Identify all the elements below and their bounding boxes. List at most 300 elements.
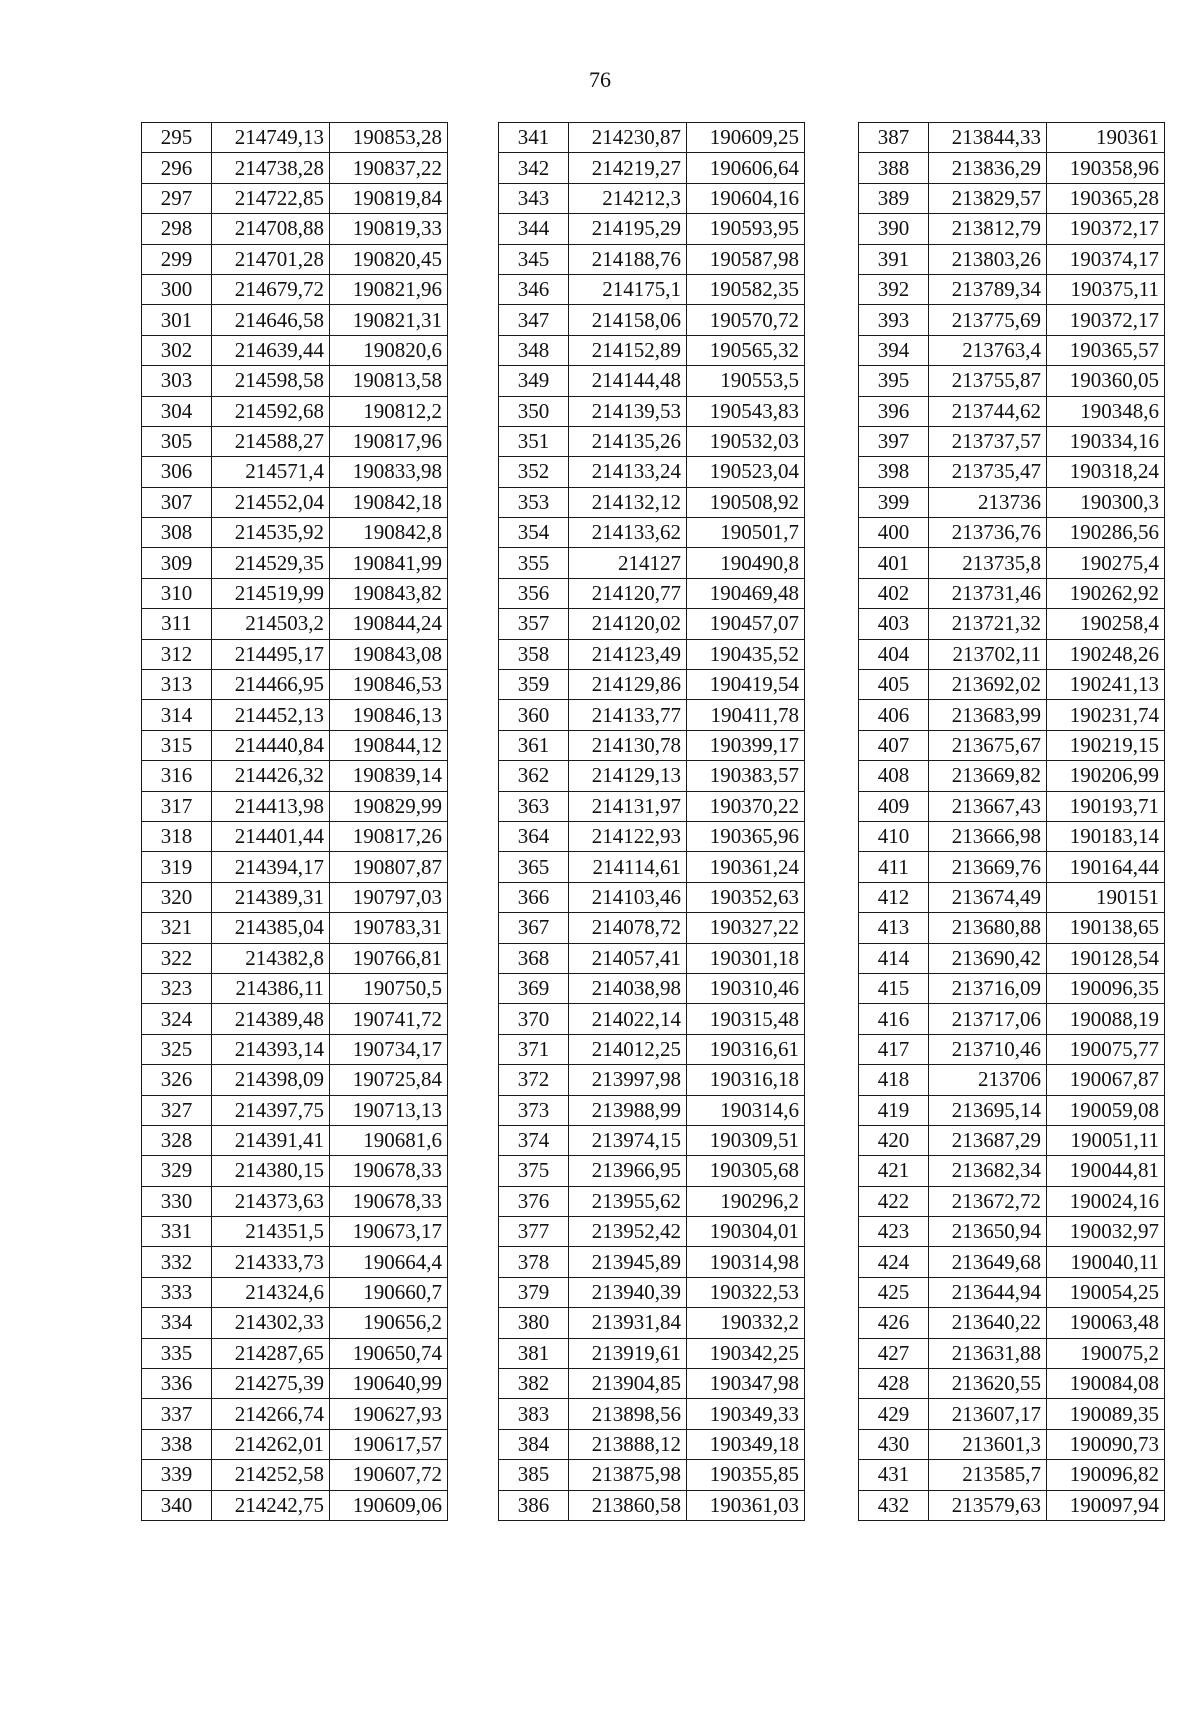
point-number-cell: 384 <box>499 1429 569 1459</box>
point-number-cell: 383 <box>499 1399 569 1429</box>
x-coordinate-cell: 214133,24 <box>569 457 687 487</box>
y-coordinate-cell: 190419,54 <box>687 670 805 700</box>
x-coordinate-cell: 214440,84 <box>212 730 330 760</box>
x-coordinate-cell: 214426,32 <box>212 761 330 791</box>
table-row <box>859 1065 1165 1095</box>
table-row <box>859 761 1165 791</box>
table-row <box>142 214 448 244</box>
y-coordinate-cell: 190374,17 <box>1047 244 1165 274</box>
y-coordinate-cell: 190490,8 <box>687 548 805 578</box>
y-coordinate-cell: 190844,24 <box>330 609 448 639</box>
table-row <box>499 1308 805 1338</box>
x-coordinate-cell: 214127 <box>569 548 687 578</box>
x-coordinate-cell: 214139,53 <box>569 396 687 426</box>
point-number-cell: 322 <box>142 943 212 973</box>
table-row <box>499 609 805 639</box>
point-number-cell: 295 <box>142 123 212 153</box>
x-coordinate-cell: 214401,44 <box>212 821 330 851</box>
y-coordinate-cell: 190183,14 <box>1047 821 1165 851</box>
y-coordinate-cell: 190650,74 <box>330 1338 448 1368</box>
y-coordinate-cell: 190219,15 <box>1047 730 1165 760</box>
point-number-cell: 387 <box>859 123 929 153</box>
y-coordinate-cell: 190833,98 <box>330 457 448 487</box>
table-row <box>859 670 1165 700</box>
table-row <box>859 1429 1165 1459</box>
y-coordinate-cell: 190821,31 <box>330 305 448 335</box>
point-number-cell: 321 <box>142 913 212 943</box>
y-coordinate-cell: 190553,5 <box>687 366 805 396</box>
table-row <box>142 700 448 730</box>
x-coordinate-cell: 213649,68 <box>929 1247 1047 1277</box>
x-coordinate-cell: 213844,33 <box>929 123 1047 153</box>
point-number-cell: 417 <box>859 1034 929 1064</box>
point-number-cell: 358 <box>499 639 569 669</box>
point-number-cell: 385 <box>499 1460 569 1490</box>
x-coordinate-cell: 214413,98 <box>212 791 330 821</box>
y-coordinate-cell: 190032,97 <box>1047 1217 1165 1247</box>
point-number-cell: 326 <box>142 1065 212 1095</box>
table-row <box>499 153 805 183</box>
coordinate-table-3 <box>858 122 1165 1521</box>
y-coordinate-cell: 190587,98 <box>687 244 805 274</box>
table-row <box>499 913 805 943</box>
table-row <box>859 1308 1165 1338</box>
point-number-cell: 337 <box>142 1399 212 1429</box>
x-coordinate-cell: 213945,89 <box>569 1247 687 1277</box>
point-number-cell: 330 <box>142 1186 212 1216</box>
y-coordinate-cell: 190783,31 <box>330 913 448 943</box>
y-coordinate-cell: 190678,33 <box>330 1186 448 1216</box>
point-number-cell: 356 <box>499 578 569 608</box>
table-row <box>499 183 805 213</box>
x-coordinate-cell: 214131,97 <box>569 791 687 821</box>
x-coordinate-cell: 214598,58 <box>212 366 330 396</box>
x-coordinate-cell: 214133,77 <box>569 700 687 730</box>
point-number-cell: 430 <box>859 1429 929 1459</box>
table-row <box>499 335 805 365</box>
table-row <box>859 578 1165 608</box>
table-row <box>859 1338 1165 1368</box>
point-number-cell: 425 <box>859 1277 929 1307</box>
x-coordinate-cell: 214394,17 <box>212 852 330 882</box>
point-number-cell: 357 <box>499 609 569 639</box>
point-number-cell: 301 <box>142 305 212 335</box>
x-coordinate-cell: 214519,99 <box>212 578 330 608</box>
x-coordinate-cell: 214398,09 <box>212 1065 330 1095</box>
x-coordinate-cell: 213737,57 <box>929 426 1047 456</box>
x-coordinate-cell: 213687,29 <box>929 1125 1047 1155</box>
y-coordinate-cell: 190206,99 <box>1047 761 1165 791</box>
table-row <box>499 1247 805 1277</box>
y-coordinate-cell: 190821,96 <box>330 274 448 304</box>
y-coordinate-cell: 190352,63 <box>687 882 805 912</box>
table-row <box>859 1186 1165 1216</box>
point-number-cell: 331 <box>142 1217 212 1247</box>
x-coordinate-cell: 214038,98 <box>569 973 687 1003</box>
point-number-cell: 313 <box>142 670 212 700</box>
y-coordinate-cell: 190248,26 <box>1047 639 1165 669</box>
x-coordinate-cell: 214708,88 <box>212 214 330 244</box>
point-number-cell: 318 <box>142 821 212 851</box>
x-coordinate-cell: 214701,28 <box>212 244 330 274</box>
point-number-cell: 296 <box>142 153 212 183</box>
table-row <box>859 609 1165 639</box>
point-number-cell: 396 <box>859 396 929 426</box>
y-coordinate-cell: 190469,48 <box>687 578 805 608</box>
point-number-cell: 410 <box>859 821 929 851</box>
x-coordinate-cell: 214389,31 <box>212 882 330 912</box>
point-number-cell: 375 <box>499 1156 569 1186</box>
x-coordinate-cell: 214738,28 <box>212 153 330 183</box>
table-row <box>142 396 448 426</box>
y-coordinate-cell: 190090,73 <box>1047 1429 1165 1459</box>
y-coordinate-cell: 190604,16 <box>687 183 805 213</box>
y-coordinate-cell: 190241,13 <box>1047 670 1165 700</box>
y-coordinate-cell: 190543,83 <box>687 396 805 426</box>
y-coordinate-cell: 190096,82 <box>1047 1460 1165 1490</box>
y-coordinate-cell: 190334,16 <box>1047 426 1165 456</box>
table-row <box>859 1277 1165 1307</box>
table-row <box>499 1338 805 1368</box>
x-coordinate-cell: 214639,44 <box>212 335 330 365</box>
point-number-cell: 297 <box>142 183 212 213</box>
y-coordinate-cell: 190024,16 <box>1047 1186 1165 1216</box>
table-row <box>859 457 1165 487</box>
x-coordinate-cell: 214495,17 <box>212 639 330 669</box>
table-row <box>859 396 1165 426</box>
y-coordinate-cell: 190841,99 <box>330 548 448 578</box>
table-row <box>499 548 805 578</box>
y-coordinate-cell: 190365,96 <box>687 821 805 851</box>
x-coordinate-cell: 214262,01 <box>212 1429 330 1459</box>
table-row <box>499 1156 805 1186</box>
x-coordinate-cell: 214373,63 <box>212 1186 330 1216</box>
coordinate-table-1 <box>141 122 448 1521</box>
y-coordinate-cell: 190842,8 <box>330 518 448 548</box>
x-coordinate-cell: 214012,25 <box>569 1034 687 1064</box>
x-coordinate-cell: 213735,8 <box>929 548 1047 578</box>
y-coordinate-cell: 190829,99 <box>330 791 448 821</box>
y-coordinate-cell: 190314,98 <box>687 1247 805 1277</box>
y-coordinate-cell: 190365,57 <box>1047 335 1165 365</box>
x-coordinate-cell: 213955,62 <box>569 1186 687 1216</box>
x-coordinate-cell: 213620,55 <box>929 1369 1047 1399</box>
y-coordinate-cell: 190128,54 <box>1047 943 1165 973</box>
table-row <box>142 1217 448 1247</box>
x-coordinate-cell: 214380,15 <box>212 1156 330 1186</box>
point-number-cell: 306 <box>142 457 212 487</box>
point-number-cell: 409 <box>859 791 929 821</box>
x-coordinate-cell: 213919,61 <box>569 1338 687 1368</box>
point-number-cell: 374 <box>499 1125 569 1155</box>
table-row <box>859 305 1165 335</box>
y-coordinate-cell: 190734,17 <box>330 1034 448 1064</box>
point-number-cell: 421 <box>859 1156 929 1186</box>
table-row <box>859 1004 1165 1034</box>
y-coordinate-cell: 190327,22 <box>687 913 805 943</box>
table-row <box>859 700 1165 730</box>
y-coordinate-cell: 190275,4 <box>1047 548 1165 578</box>
table-row <box>859 1399 1165 1429</box>
x-coordinate-cell: 213736,76 <box>929 518 1047 548</box>
x-coordinate-cell: 214114,61 <box>569 852 687 882</box>
y-coordinate-cell: 190640,99 <box>330 1369 448 1399</box>
point-number-cell: 324 <box>142 1004 212 1034</box>
point-number-cell: 426 <box>859 1308 929 1338</box>
point-number-cell: 402 <box>859 578 929 608</box>
y-coordinate-cell: 190844,12 <box>330 730 448 760</box>
point-number-cell: 329 <box>142 1156 212 1186</box>
table-row <box>142 1277 448 1307</box>
x-coordinate-cell: 213775,69 <box>929 305 1047 335</box>
y-coordinate-cell: 190606,64 <box>687 153 805 183</box>
y-coordinate-cell: 190349,18 <box>687 1429 805 1459</box>
point-number-cell: 312 <box>142 639 212 669</box>
x-coordinate-cell: 214571,4 <box>212 457 330 487</box>
y-coordinate-cell: 190843,08 <box>330 639 448 669</box>
table-row <box>499 852 805 882</box>
y-coordinate-cell: 190820,45 <box>330 244 448 274</box>
y-coordinate-cell: 190138,65 <box>1047 913 1165 943</box>
table-row <box>859 1034 1165 1064</box>
table-row <box>499 244 805 274</box>
point-number-cell: 388 <box>859 153 929 183</box>
x-coordinate-cell: 214158,06 <box>569 305 687 335</box>
x-coordinate-cell: 214552,04 <box>212 487 330 517</box>
x-coordinate-cell: 214152,89 <box>569 335 687 365</box>
table-row <box>142 457 448 487</box>
y-coordinate-cell: 190301,18 <box>687 943 805 973</box>
x-coordinate-cell: 213631,88 <box>929 1338 1047 1368</box>
y-coordinate-cell: 190300,3 <box>1047 487 1165 517</box>
y-coordinate-cell: 190846,13 <box>330 700 448 730</box>
y-coordinate-cell: 190609,06 <box>330 1490 448 1520</box>
table-row <box>859 1217 1165 1247</box>
x-coordinate-cell: 213716,09 <box>929 973 1047 1003</box>
x-coordinate-cell: 213717,06 <box>929 1004 1047 1034</box>
y-coordinate-cell: 190435,52 <box>687 639 805 669</box>
y-coordinate-cell: 190370,22 <box>687 791 805 821</box>
x-coordinate-cell: 213695,14 <box>929 1095 1047 1125</box>
point-number-cell: 339 <box>142 1460 212 1490</box>
x-coordinate-cell: 213898,56 <box>569 1399 687 1429</box>
y-coordinate-cell: 190040,11 <box>1047 1247 1165 1277</box>
table-row <box>142 1065 448 1095</box>
x-coordinate-cell: 213644,94 <box>929 1277 1047 1307</box>
y-coordinate-cell: 190819,33 <box>330 214 448 244</box>
table-row <box>859 1490 1165 1520</box>
point-number-cell: 320 <box>142 882 212 912</box>
table-row <box>499 305 805 335</box>
y-coordinate-cell: 190664,4 <box>330 1247 448 1277</box>
table-row <box>499 366 805 396</box>
x-coordinate-cell: 214135,26 <box>569 426 687 456</box>
y-coordinate-cell: 190725,84 <box>330 1065 448 1095</box>
point-number-cell: 381 <box>499 1338 569 1368</box>
x-coordinate-cell: 214466,95 <box>212 670 330 700</box>
y-coordinate-cell: 190360,05 <box>1047 366 1165 396</box>
table-row <box>499 1217 805 1247</box>
point-number-cell: 307 <box>142 487 212 517</box>
table-row <box>499 1460 805 1490</box>
x-coordinate-cell: 213682,34 <box>929 1156 1047 1186</box>
table-row <box>859 1156 1165 1186</box>
point-number-cell: 418 <box>859 1065 929 1095</box>
y-coordinate-cell: 190820,6 <box>330 335 448 365</box>
table-row <box>142 1186 448 1216</box>
x-coordinate-cell: 213735,47 <box>929 457 1047 487</box>
point-number-cell: 372 <box>499 1065 569 1095</box>
y-coordinate-cell: 190797,03 <box>330 882 448 912</box>
x-coordinate-cell: 213952,42 <box>569 1217 687 1247</box>
point-number-cell: 400 <box>859 518 929 548</box>
table-row <box>499 518 805 548</box>
table-row <box>499 791 805 821</box>
y-coordinate-cell: 190656,2 <box>330 1308 448 1338</box>
x-coordinate-cell: 214129,13 <box>569 761 687 791</box>
y-coordinate-cell: 190332,2 <box>687 1308 805 1338</box>
point-number-cell: 303 <box>142 366 212 396</box>
table-row <box>859 730 1165 760</box>
y-coordinate-cell: 190075,77 <box>1047 1034 1165 1064</box>
point-number-cell: 363 <box>499 791 569 821</box>
table-row <box>859 882 1165 912</box>
point-number-cell: 317 <box>142 791 212 821</box>
table-row <box>859 214 1165 244</box>
table-row <box>142 730 448 760</box>
point-number-cell: 360 <box>499 700 569 730</box>
point-number-cell: 305 <box>142 426 212 456</box>
x-coordinate-cell: 213789,34 <box>929 274 1047 304</box>
point-number-cell: 347 <box>499 305 569 335</box>
y-coordinate-cell: 190096,35 <box>1047 973 1165 1003</box>
point-number-cell: 344 <box>499 214 569 244</box>
table-row <box>499 943 805 973</box>
point-number-cell: 429 <box>859 1399 929 1429</box>
point-number-cell: 420 <box>859 1125 929 1155</box>
table-row <box>499 123 805 153</box>
y-coordinate-cell: 190296,2 <box>687 1186 805 1216</box>
x-coordinate-cell: 213585,7 <box>929 1460 1047 1490</box>
point-number-cell: 398 <box>859 457 929 487</box>
table-row <box>499 214 805 244</box>
y-coordinate-cell: 190164,44 <box>1047 852 1165 882</box>
point-number-cell: 416 <box>859 1004 929 1034</box>
y-coordinate-cell: 190314,6 <box>687 1095 805 1125</box>
y-coordinate-cell: 190713,13 <box>330 1095 448 1125</box>
point-number-cell: 328 <box>142 1125 212 1155</box>
x-coordinate-cell: 214129,86 <box>569 670 687 700</box>
y-coordinate-cell: 190089,35 <box>1047 1399 1165 1429</box>
point-number-cell: 316 <box>142 761 212 791</box>
table-row <box>142 426 448 456</box>
y-coordinate-cell: 190570,72 <box>687 305 805 335</box>
table-row <box>142 821 448 851</box>
x-coordinate-cell: 214132,12 <box>569 487 687 517</box>
y-coordinate-cell: 190627,93 <box>330 1399 448 1429</box>
x-coordinate-cell: 214103,46 <box>569 882 687 912</box>
table-row <box>142 1004 448 1034</box>
x-coordinate-cell: 213888,12 <box>569 1429 687 1459</box>
point-number-cell: 386 <box>499 1490 569 1520</box>
table-row <box>859 548 1165 578</box>
point-number-cell: 424 <box>859 1247 929 1277</box>
y-coordinate-cell: 190349,33 <box>687 1399 805 1429</box>
x-coordinate-cell: 214212,3 <box>569 183 687 213</box>
y-coordinate-cell: 190807,87 <box>330 852 448 882</box>
point-number-cell: 364 <box>499 821 569 851</box>
table-row <box>499 730 805 760</box>
y-coordinate-cell: 190258,4 <box>1047 609 1165 639</box>
point-number-cell: 394 <box>859 335 929 365</box>
y-coordinate-cell: 190318,24 <box>1047 457 1165 487</box>
point-number-cell: 350 <box>499 396 569 426</box>
y-coordinate-cell: 190193,71 <box>1047 791 1165 821</box>
x-coordinate-cell: 214188,76 <box>569 244 687 274</box>
x-coordinate-cell: 214452,13 <box>212 700 330 730</box>
point-number-cell: 325 <box>142 1034 212 1064</box>
table-row <box>142 1156 448 1186</box>
y-coordinate-cell: 190837,22 <box>330 153 448 183</box>
table-row <box>142 487 448 517</box>
x-coordinate-cell: 213860,58 <box>569 1490 687 1520</box>
x-coordinate-cell: 214022,14 <box>569 1004 687 1034</box>
table-row <box>142 639 448 669</box>
table-row <box>142 1429 448 1459</box>
y-coordinate-cell: 190681,6 <box>330 1125 448 1155</box>
x-coordinate-cell: 214535,92 <box>212 518 330 548</box>
y-coordinate-cell: 190309,51 <box>687 1125 805 1155</box>
x-coordinate-cell: 213812,79 <box>929 214 1047 244</box>
y-coordinate-cell: 190673,17 <box>330 1217 448 1247</box>
y-coordinate-cell: 190361 <box>1047 123 1165 153</box>
coordinate-table-2 <box>498 122 805 1521</box>
x-coordinate-cell: 213674,49 <box>929 882 1047 912</box>
table-row <box>859 821 1165 851</box>
x-coordinate-cell: 213744,62 <box>929 396 1047 426</box>
x-coordinate-cell: 214386,11 <box>212 973 330 1003</box>
table-row <box>499 1429 805 1459</box>
table-row <box>142 1369 448 1399</box>
x-coordinate-cell: 213710,46 <box>929 1034 1047 1064</box>
point-number-cell: 395 <box>859 366 929 396</box>
point-number-cell: 397 <box>859 426 929 456</box>
table-row <box>142 366 448 396</box>
x-coordinate-cell: 213829,57 <box>929 183 1047 213</box>
y-coordinate-cell: 190231,74 <box>1047 700 1165 730</box>
y-coordinate-cell: 190372,17 <box>1047 305 1165 335</box>
point-number-cell: 393 <box>859 305 929 335</box>
point-number-cell: 390 <box>859 214 929 244</box>
point-number-cell: 401 <box>859 548 929 578</box>
table-row <box>142 852 448 882</box>
point-number-cell: 362 <box>499 761 569 791</box>
y-coordinate-cell: 190063,48 <box>1047 1308 1165 1338</box>
x-coordinate-cell: 214057,41 <box>569 943 687 973</box>
point-number-cell: 315 <box>142 730 212 760</box>
table-row <box>499 670 805 700</box>
table-row <box>499 700 805 730</box>
x-coordinate-cell: 214120,77 <box>569 578 687 608</box>
y-coordinate-cell: 190617,57 <box>330 1429 448 1459</box>
x-coordinate-cell: 213579,63 <box>929 1490 1047 1520</box>
y-coordinate-cell: 190361,24 <box>687 852 805 882</box>
table-row <box>142 335 448 365</box>
point-number-cell: 369 <box>499 973 569 1003</box>
point-number-cell: 378 <box>499 1247 569 1277</box>
point-number-cell: 392 <box>859 274 929 304</box>
y-coordinate-cell: 190316,61 <box>687 1034 805 1064</box>
